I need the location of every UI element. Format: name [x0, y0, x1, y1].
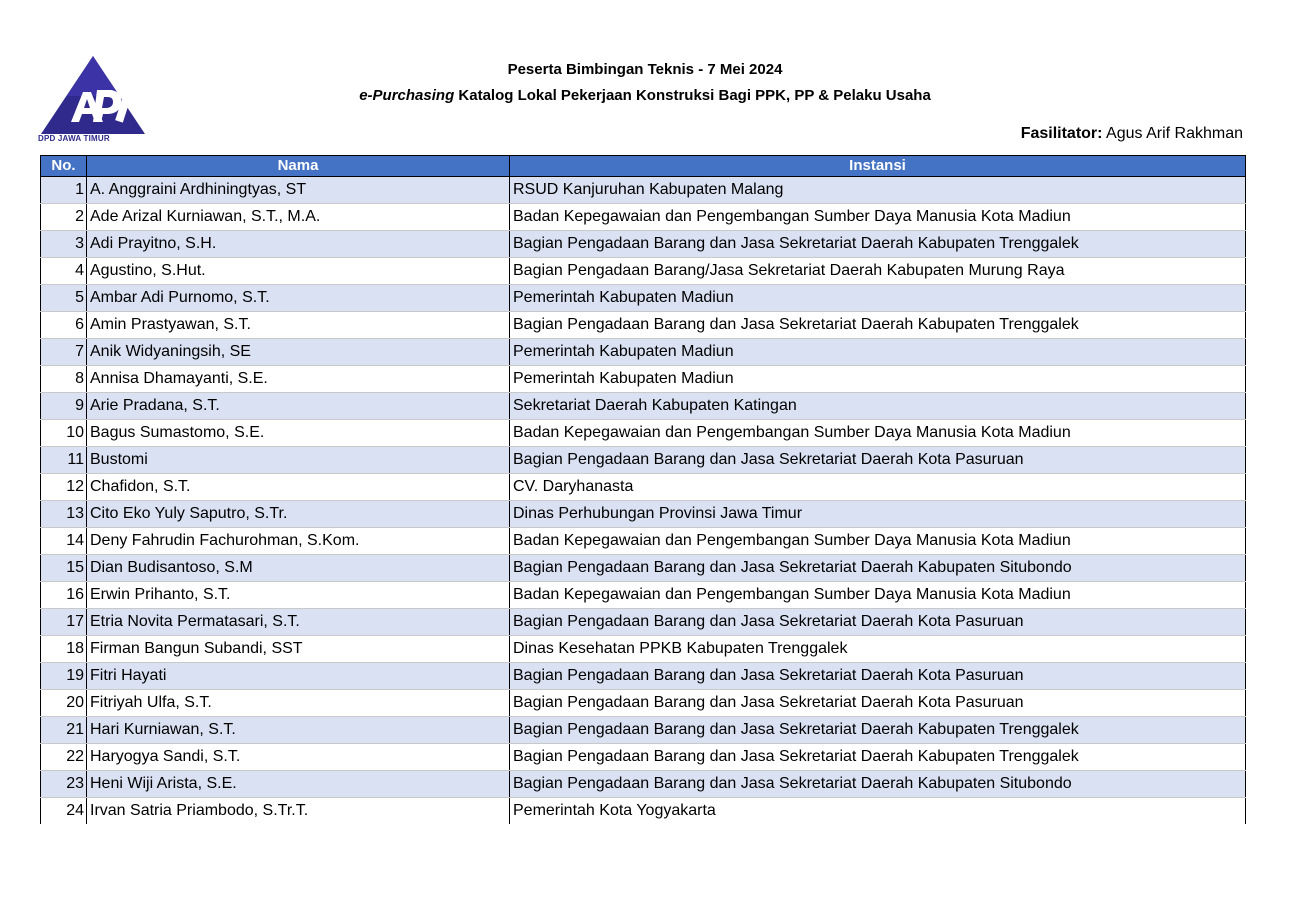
no-cell[interactable]: 24	[41, 798, 87, 825]
instansi-cell[interactable]: Bagian Pengadaan Barang dan Jasa Sekretariat Daerah Kabupaten Trenggalek	[510, 312, 1246, 339]
instansi-cell[interactable]: Bagian Pengadaan Barang dan Jasa Sekretariat Daerah Kota Pasuruan	[510, 609, 1246, 636]
table-row	[41, 663, 1246, 690]
instansi-cell[interactable]: Pemerintah Kabupaten Madiun	[510, 366, 1246, 393]
instansi-cell[interactable]: Bagian Pengadaan Barang dan Jasa Sekretariat Daerah Kabupaten Trenggalek	[510, 231, 1246, 258]
column-header-no[interactable]: No.	[41, 156, 87, 177]
no-cell[interactable]: 16	[41, 582, 87, 609]
no-cell[interactable]: 13	[41, 501, 87, 528]
no-cell[interactable]: 11	[41, 447, 87, 474]
instansi-cell[interactable]: Bagian Pengadaan Barang dan Jasa Sekretariat Daerah Kabupaten Trenggalek	[510, 744, 1246, 771]
table-row	[41, 204, 1246, 231]
no-cell[interactable]: 1	[41, 177, 87, 204]
column-header-nama[interactable]: Nama	[87, 156, 510, 177]
subtitle-rest: Katalog Lokal Pekerjaan Konstruksi Bagi PPK, PP & Pelaku Usaha	[454, 87, 931, 104]
nama-cell[interactable]: A. Anggraini Ardhiningtyas, ST	[87, 177, 510, 204]
instansi-cell[interactable]: Badan Kepegawaian dan Pengembangan Sumber Daya Manusia Kota Madiun	[510, 204, 1246, 231]
nama-cell[interactable]: Erwin Prihanto, S.T.	[87, 582, 510, 609]
nama-cell[interactable]: Agustino, S.Hut.	[87, 258, 510, 285]
no-cell[interactable]: 2	[41, 204, 87, 231]
nama-cell[interactable]: Deny Fahrudin Fachurohman, S.Kom.	[87, 528, 510, 555]
table-row	[41, 474, 1246, 501]
instansi-cell[interactable]: Bagian Pengadaan Barang dan Jasa Sekretariat Daerah Kabupaten Trenggalek	[510, 717, 1246, 744]
instansi-cell[interactable]: Bagian Pengadaan Barang dan Jasa Sekretariat Daerah Kabupaten Situbondo	[510, 555, 1246, 582]
no-cell[interactable]: 18	[41, 636, 87, 663]
table-row	[41, 798, 1246, 825]
no-cell[interactable]: 21	[41, 717, 87, 744]
instansi-cell[interactable]: Pemerintah Kabupaten Madiun	[510, 339, 1246, 366]
table-row	[41, 393, 1246, 420]
table-row	[41, 258, 1246, 285]
no-cell[interactable]: 6	[41, 312, 87, 339]
column-header-instansi[interactable]: Instansi	[510, 156, 1246, 177]
table-row	[41, 177, 1246, 204]
table-row	[41, 447, 1246, 474]
nama-cell[interactable]: Etria Novita Permatasari, S.T.	[87, 609, 510, 636]
instansi-cell[interactable]: Bagian Pengadaan Barang/Jasa Sekretariat Daerah Kabupaten Murung Raya	[510, 258, 1246, 285]
instansi-cell[interactable]: Badan Kepegawaian dan Pengembangan Sumber Daya Manusia Kota Madiun	[510, 528, 1246, 555]
instansi-cell[interactable]: Pemerintah Kota Yogyakarta	[510, 798, 1246, 825]
table-row	[41, 339, 1246, 366]
table-row	[41, 555, 1246, 582]
page-title: Peserta Bimbingan Teknis - 7 Mei 2024	[507, 61, 783, 78]
facilitator-name: Agus Arif Rakhman	[1102, 125, 1243, 142]
nama-cell[interactable]: Arie Pradana, S.T.	[87, 393, 510, 420]
subtitle-emphasis: e-Purchasing	[359, 87, 455, 104]
logo-caption: DPD JAWA TIMUR	[38, 134, 110, 143]
nama-cell[interactable]: Dian Budisantoso, S.M	[87, 555, 510, 582]
no-cell[interactable]: 20	[41, 690, 87, 717]
table-row	[41, 690, 1246, 717]
nama-cell[interactable]: Fitriyah Ulfa, S.T.	[87, 690, 510, 717]
nama-cell[interactable]: Firman Bangun Subandi, SST	[87, 636, 510, 663]
page-subtitle	[0, 87, 1290, 104]
no-cell[interactable]: 14	[41, 528, 87, 555]
table-row	[41, 501, 1246, 528]
no-cell[interactable]: 5	[41, 285, 87, 312]
table-row	[41, 231, 1246, 258]
facilitator-label: Fasilitator:	[1020, 125, 1103, 142]
nama-cell[interactable]: Hari Kurniawan, S.T.	[87, 717, 510, 744]
instansi-cell[interactable]: Badan Kepegawaian dan Pengembangan Sumber Daya Manusia Kota Madiun	[510, 420, 1246, 447]
nama-cell[interactable]: Bustomi	[87, 447, 510, 474]
instansi-cell[interactable]: Bagian Pengadaan Barang dan Jasa Sekretariat Daerah Kota Pasuruan	[510, 663, 1246, 690]
nama-cell[interactable]: Irvan Satria Priambodo, S.Tr.T.	[87, 798, 510, 825]
nama-cell[interactable]: Annisa Dhamayanti, S.E.	[87, 366, 510, 393]
participants-table	[40, 155, 1246, 824]
instansi-cell[interactable]: Bagian Pengadaan Barang dan Jasa Sekretariat Daerah Kabupaten Situbondo	[510, 771, 1246, 798]
no-cell[interactable]: 12	[41, 474, 87, 501]
no-cell[interactable]: 19	[41, 663, 87, 690]
nama-cell[interactable]: Adi Prayitno, S.H.	[87, 231, 510, 258]
instansi-cell[interactable]: Bagian Pengadaan Barang dan Jasa Sekretariat Daerah Kota Pasuruan	[510, 690, 1246, 717]
table-row	[41, 582, 1246, 609]
instansi-cell[interactable]: Dinas Kesehatan PPKB Kabupaten Trenggalek	[510, 636, 1246, 663]
no-cell[interactable]: 9	[41, 393, 87, 420]
nama-cell[interactable]: Haryogya Sandi, S.T.	[87, 744, 510, 771]
instansi-cell[interactable]: CV. Daryhanasta	[510, 474, 1246, 501]
instansi-cell[interactable]: Pemerintah Kabupaten Madiun	[510, 285, 1246, 312]
facilitator-line	[1021, 125, 1243, 143]
table-row	[41, 366, 1246, 393]
table-row	[41, 312, 1246, 339]
nama-cell[interactable]: Bagus Sumastomo, S.E.	[87, 420, 510, 447]
no-cell[interactable]: 8	[41, 366, 87, 393]
no-cell[interactable]: 17	[41, 609, 87, 636]
nama-cell[interactable]: Ade Arizal Kurniawan, S.T., M.A.	[87, 204, 510, 231]
table-row	[41, 717, 1246, 744]
instansi-cell[interactable]: Badan Kepegawaian dan Pengembangan Sumber Daya Manusia Kota Madiun	[510, 582, 1246, 609]
table-header-row	[41, 156, 1246, 177]
nama-cell[interactable]: Heni Wiji Arista, S.E.	[87, 771, 510, 798]
no-cell[interactable]: 23	[41, 771, 87, 798]
instansi-cell[interactable]: Dinas Perhubungan Provinsi Jawa Timur	[510, 501, 1246, 528]
nama-cell[interactable]: Chafidon, S.T.	[87, 474, 510, 501]
nama-cell[interactable]: Anik Widyaningsih, SE	[87, 339, 510, 366]
instansi-cell[interactable]: RSUD Kanjuruhan Kabupaten Malang	[510, 177, 1246, 204]
no-cell[interactable]: 3	[41, 231, 87, 258]
table-row	[41, 420, 1246, 447]
nama-cell[interactable]: Cito Eko Yuly Saputro, S.Tr.	[87, 501, 510, 528]
nama-cell[interactable]: Ambar Adi Purnomo, S.T.	[87, 285, 510, 312]
nama-cell[interactable]: Amin Prastyawan, S.T.	[87, 312, 510, 339]
no-cell[interactable]: 10	[41, 420, 87, 447]
table-row	[41, 744, 1246, 771]
table-row	[41, 528, 1246, 555]
no-cell[interactable]: 22	[41, 744, 87, 771]
table-row	[41, 285, 1246, 312]
instansi-cell[interactable]: Bagian Pengadaan Barang dan Jasa Sekretariat Daerah Kota Pasuruan	[510, 447, 1246, 474]
table-row	[41, 771, 1246, 798]
no-cell[interactable]: 4	[41, 258, 87, 285]
nama-cell[interactable]: Fitri Hayati	[87, 663, 510, 690]
table-row	[41, 609, 1246, 636]
no-cell[interactable]: 15	[41, 555, 87, 582]
table-row	[41, 636, 1246, 663]
instansi-cell[interactable]: Sekretariat Daerah Kabupaten Katingan	[510, 393, 1246, 420]
no-cell[interactable]: 7	[41, 339, 87, 366]
